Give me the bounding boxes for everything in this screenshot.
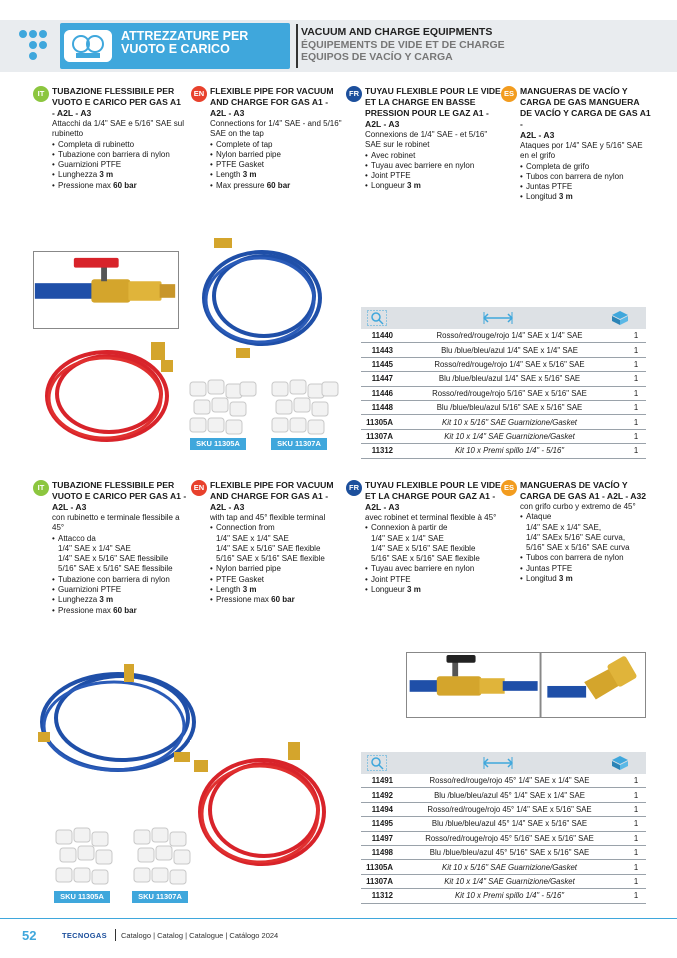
sku-code: 11448 xyxy=(371,403,393,413)
feature-length: • Lunghezza 3 m xyxy=(52,170,191,180)
lang-badge-it: IT xyxy=(33,86,49,102)
product-title: MANGUERAS DE VACÍO Y CARGA DE GAS A1 - A2L - A32 xyxy=(520,480,647,501)
feature-list-tail xyxy=(210,585,349,606)
sku-description: Rosso/red/rouge/rojo 45° 1/4" SAE x 1/4" SAE xyxy=(429,776,590,786)
s1-fr-block xyxy=(346,86,504,192)
feature-item: • Avec robinet xyxy=(365,151,504,161)
lang-badge-it: IT xyxy=(33,480,49,496)
feature-item: 5/16" SAE x 5/16" SAE flexible xyxy=(216,554,325,564)
table-row xyxy=(361,444,646,458)
brand-dots-icon xyxy=(18,28,48,64)
product-desc: Connexions de 1/4" SAE - et 5/16" SAE sur le robinet xyxy=(365,130,488,150)
sku-qty: 1 xyxy=(633,388,639,398)
sku-qty: 1 xyxy=(633,790,639,800)
table-row xyxy=(361,860,646,874)
table-body xyxy=(361,329,646,459)
table-row xyxy=(361,372,646,386)
gasket-kit-photo xyxy=(188,378,258,436)
sku-code: 11494 xyxy=(371,804,393,814)
table-row xyxy=(361,329,646,343)
gasket-kit-photo xyxy=(270,378,340,436)
sku-qty: 1 xyxy=(633,345,639,355)
sku-code: 11498 xyxy=(371,848,393,858)
sku-description: Blu /blue/bleu/azul 1/4" SAE x 1/4" SAE xyxy=(441,345,578,355)
product-subtitle: A2L - A3 xyxy=(52,502,87,512)
catalog-label: Catalogo | Catalog | Catalogue | Catálogo 2024 xyxy=(121,931,279,940)
lang-badge-es: ES xyxy=(501,86,517,102)
table-row xyxy=(361,803,646,817)
table-row xyxy=(361,832,646,846)
sku-description: Rosso/red/rouge/rojo 45° 1/4" SAE x 5/16" SAE xyxy=(427,804,592,814)
feature-item: 1/4" SAE x 1/4" SAE xyxy=(371,533,444,543)
sku-code: 11307A xyxy=(366,876,393,886)
product-desc: avec robinet et terminal flexible à 45° xyxy=(365,513,497,522)
table-row xyxy=(361,358,646,372)
product-subtitle: A2L - A3 xyxy=(365,502,400,512)
product-title: TUBAZIONE FLESSIBILE PER VUOTO E CARICO PER GAS A1 - xyxy=(52,480,187,501)
feature-list xyxy=(210,140,349,191)
gasket-kit-photo xyxy=(54,826,114,888)
product-title: TUBAZIONE FLESSIBILE PER VUOTO E CARICO PER GAS A1 xyxy=(52,86,181,107)
feature-item: • Ataque xyxy=(520,512,651,522)
feature-list xyxy=(210,523,349,585)
title-en: VACUUM AND CHARGE EQUIPMENTS xyxy=(301,26,493,38)
table-row xyxy=(361,875,646,889)
product-title: TUYAU FLEXIBLE POUR LE VIDE ET LA CHARGE EN BASSE PRESSION POUR LE GAZ A1 - xyxy=(365,86,501,118)
sku-code: 11305A xyxy=(366,417,393,427)
feature-list xyxy=(520,512,651,574)
sku-description: Kit 10 x Premi spillo 1/4" - 5/16" xyxy=(454,891,565,901)
header-titles xyxy=(301,26,505,64)
gauge-manifold-icon xyxy=(64,30,112,62)
tap-valve-photo xyxy=(33,251,179,329)
feature-item: • Guarnizioni PTFE xyxy=(52,585,191,595)
sku-qty: 1 xyxy=(633,804,639,814)
table-row xyxy=(361,343,646,357)
footer-divider xyxy=(115,929,116,941)
package-qty-icon xyxy=(611,755,629,771)
feature-length: • Longueur 3 m xyxy=(365,181,504,191)
sku-qty: 1 xyxy=(633,431,639,441)
sku-qty: 1 xyxy=(633,776,639,786)
blue-hose-photo xyxy=(192,236,332,360)
product-title: TUYAU FLEXIBLE POUR LE VIDE ET LA CHARGE POUR GAZ A1 - xyxy=(365,480,501,501)
dimension-icon xyxy=(483,756,513,770)
sku-code: 11445 xyxy=(371,359,393,369)
sku-description: Kit 10 x 1/4" SAE Guarnizione/Gasket xyxy=(444,431,575,441)
feature-item: • Connection from xyxy=(210,523,349,533)
product-desc: Attacchi da 1/4" SAE e 5/16" SAE sul rubinetto xyxy=(52,119,184,139)
feature-item: 5/16" SAE x 5/16" SAE flessibile xyxy=(58,564,173,574)
feature-item: • PTFE Gasket xyxy=(210,160,349,170)
table-row xyxy=(361,430,646,444)
feature-pressure: • Pressione max 60 bar xyxy=(52,606,191,616)
sku-qty: 1 xyxy=(633,446,639,456)
table-row xyxy=(361,415,646,429)
sku-qty: 1 xyxy=(633,403,639,413)
sku-label: SKU 11305A xyxy=(54,891,110,903)
feature-list xyxy=(365,523,504,585)
feature-item: • Joint PTFE xyxy=(365,575,504,585)
feature-item: 1/4" SAEx 5/16" SAE curva, xyxy=(526,532,626,542)
sku-label: SKU 11307A xyxy=(271,438,327,450)
s2-fr-block xyxy=(346,480,504,595)
feature-list-tail xyxy=(520,574,651,584)
feature-item: • Nylon barried pipe xyxy=(210,150,349,160)
sku-qty: 1 xyxy=(633,374,639,384)
sku-code: 11312 xyxy=(371,891,393,901)
feature-item: • Tubos con barrera de nylon xyxy=(520,172,651,182)
feature-pressure: • Pressione max 60 bar xyxy=(52,181,191,191)
feature-length: • Lunghezza 3 m xyxy=(52,595,191,605)
blue-45deg-hose-photo xyxy=(34,660,204,780)
product-subtitle: A2L - A3 xyxy=(365,119,400,129)
category-title-line2: VUOTO E CARICO xyxy=(121,42,230,56)
table-row xyxy=(361,817,646,831)
table-row xyxy=(361,889,646,903)
category-title xyxy=(121,30,248,56)
feature-list xyxy=(52,140,191,191)
product-desc: with tap and 45° flexible terminal xyxy=(210,513,326,522)
feature-length: • Length 3 m xyxy=(210,170,349,180)
sku-qty: 1 xyxy=(633,848,639,858)
feature-pressure: • Pressione max 60 bar xyxy=(210,595,349,605)
header-divider xyxy=(296,24,298,68)
sku-code: 11447 xyxy=(371,374,393,384)
sku-label: SKU 11305A xyxy=(190,438,246,450)
feature-list xyxy=(365,151,504,192)
feature-item: 1/4" SAE x 1/4" SAE, xyxy=(526,522,602,532)
feature-item: • Tuyau avec barriere en nylon xyxy=(365,564,504,574)
lang-badge-fr: FR xyxy=(346,86,362,102)
table-header xyxy=(361,307,646,329)
feature-item: • Juntas PTFE xyxy=(520,564,651,574)
sku-code: 11307A xyxy=(366,431,393,441)
sku-code: 11491 xyxy=(371,776,393,786)
product-subtitle: - A2L - A3 xyxy=(52,108,92,118)
feature-item: • PTFE Gasket xyxy=(210,575,349,585)
feature-item: • Completa de grifo xyxy=(520,162,651,172)
sku-description: Blu /blue/bleu/azul 1/4" SAE x 5/16" SAE xyxy=(438,374,581,384)
lang-badge-en: EN xyxy=(191,86,207,102)
product-subtitle: A2L - A3 xyxy=(210,502,245,512)
feature-item: 5/16" SAE x 5/16" SAE flexible xyxy=(371,554,480,564)
s2-en-block xyxy=(191,480,349,606)
table-row xyxy=(361,387,646,401)
table-row xyxy=(361,401,646,415)
dimension-icon xyxy=(483,311,513,325)
product-desc: con grifo curbo y extremo de 45° xyxy=(520,502,636,511)
feature-list xyxy=(520,162,651,203)
feature-item: • Tubazione con barriera di nylon xyxy=(52,150,191,160)
sku-code: 11497 xyxy=(371,833,393,843)
product-title: FLEXIBLE PIPE FOR VACUUM AND CHARGE FOR GAS A1 - xyxy=(210,86,334,107)
sku-description: Blu /blue/bleu/azul 45° 5/16" SAE x 5/16" SAE xyxy=(429,848,590,858)
product-subtitle: A2L - A3 xyxy=(520,130,555,140)
sku-code: 11443 xyxy=(371,345,393,355)
feature-list-tail xyxy=(365,585,504,595)
feature-item: 1/4" SAE x 5/16" SAE flessibile xyxy=(58,554,169,564)
feature-length: • Length 3 m xyxy=(210,585,349,595)
sku-code: 11305A xyxy=(366,862,393,872)
feature-item: • Guarnizioni PTFE xyxy=(52,160,191,170)
feature-item: • Completa di rubinetto xyxy=(52,140,191,150)
table-row xyxy=(361,846,646,860)
feature-item: • Tubos con barrera de nylon xyxy=(520,553,651,563)
s2-sku-table xyxy=(361,752,646,904)
product-subtitle: A2L - A3 xyxy=(210,108,245,118)
s2-it-block xyxy=(33,480,191,616)
table-header xyxy=(361,752,646,774)
sku-code: 11492 xyxy=(371,790,393,800)
brand-name: TECNOGAS xyxy=(62,931,107,940)
sku-description: Rosso/red/rouge/rojo 5/16" SAE x 5/16" SAE xyxy=(432,388,587,398)
title-fr: ÉQUIPEMENTS DE VIDE ET DE CHARGE xyxy=(301,38,505,51)
code-search-icon xyxy=(367,310,387,326)
feature-item: • Tuyau avec barriere en nylon xyxy=(365,161,504,171)
sku-description: Blu /blue/bleu/azul 45° 1/4" SAE x 5/16" SAE xyxy=(431,819,588,829)
sku-description: Blu /blue/bleu/azul 5/16" SAE x 5/16" SAE xyxy=(436,403,583,413)
feature-pressure: • Max pressure 60 bar xyxy=(210,181,349,191)
sku-code: 11312 xyxy=(371,446,393,456)
sku-qty: 1 xyxy=(633,359,639,369)
lang-badge-es: ES xyxy=(501,480,517,496)
tap-45deg-photo xyxy=(406,652,646,718)
title-es: EQUIPOS DE VACÍO Y CARGA xyxy=(301,51,453,63)
feature-length: • Longitud 3 m xyxy=(520,574,651,584)
sku-code: 11440 xyxy=(371,331,393,341)
feature-item: • Tubazione con barriera di nylon xyxy=(52,575,191,585)
sku-code: 11446 xyxy=(371,388,393,398)
sku-qty: 1 xyxy=(633,833,639,843)
package-qty-icon xyxy=(611,310,629,326)
s1-en-block xyxy=(191,86,349,191)
lang-badge-fr: FR xyxy=(346,480,362,496)
sku-qty: 1 xyxy=(633,819,639,829)
feature-item: 1/4" SAE x 1/4" SAE xyxy=(58,543,131,553)
footer-rule xyxy=(0,918,677,919)
sku-description: Kit 10 x Premi spillo 1/4" - 5/16" xyxy=(454,446,565,456)
feature-item: • Joint PTFE xyxy=(365,171,504,181)
feature-item: 1/4" SAE x 1/4" SAE xyxy=(216,533,289,543)
s1-it-block xyxy=(33,86,191,191)
feature-list-tail xyxy=(52,595,191,616)
category-title-line1: ATTREZZATURE PER xyxy=(121,29,249,43)
sku-description: Blu /blue/bleu/azul 45° 1/4" SAE x 1/4" SAE xyxy=(434,790,585,800)
feature-item: 5/16" SAE x 5/16" SAE curva xyxy=(526,543,630,553)
red-hose-photo xyxy=(33,340,181,452)
sku-description: Rosso/red/rouge/rojo 1/4" SAE x 5/16" SAE xyxy=(434,359,585,369)
product-title: FLEXIBLE PIPE FOR VACUUM AND CHARGE FOR GAS A1 - xyxy=(210,480,334,501)
feature-length: • Longitud 3 m xyxy=(520,192,651,202)
sku-qty: 1 xyxy=(633,891,639,901)
feature-item: 1/4" SAE x 5/16" SAE flexible xyxy=(371,543,476,553)
product-desc: con rubinetto e terminale flessibile a 45° xyxy=(52,513,180,533)
red-45deg-hose-photo xyxy=(190,740,330,874)
product-desc: Connections for 1/4" SAE - and 5/16" SAE on the tap xyxy=(210,119,342,139)
sku-description: Kit 10 x 5/16" SAE Guarnizione/Gasket xyxy=(442,417,577,427)
feature-item: 1/4" SAE x 5/16" SAE flexible xyxy=(216,543,321,553)
feature-list xyxy=(52,534,191,596)
sku-description: Kit 10 x 5/16" SAE Guarnizione/Gasket xyxy=(442,862,577,872)
gasket-kit-photo xyxy=(132,826,192,888)
table-row xyxy=(361,788,646,802)
page-number: 52 xyxy=(22,928,37,943)
feature-item: • Connexion à partir de xyxy=(365,523,504,533)
sku-description: Rosso/red/rouge/rojo 1/4" SAE x 1/4" SAE xyxy=(436,331,583,341)
product-title: MANGUERAS DE VACÍO Y CARGA DE GAS MANGUERA DE VACÍO Y CARGA DE GAS A1 - xyxy=(520,86,651,129)
s2-es-block xyxy=(501,480,651,584)
s1-es-block xyxy=(501,86,651,203)
sku-description: Rosso/red/rouge/rojo 45° 5/16" SAE x 5/16" SAE xyxy=(425,833,594,843)
feature-length: • Longueur 3 m xyxy=(365,585,504,595)
lang-badge-en: EN xyxy=(191,480,207,496)
feature-item: • Juntas PTFE xyxy=(520,182,651,192)
sku-label: SKU 11307A xyxy=(132,891,188,903)
table-body xyxy=(361,774,646,904)
sku-code: 11495 xyxy=(371,819,393,829)
feature-item: • Complete of tap xyxy=(210,140,349,150)
table-row xyxy=(361,774,646,788)
sku-qty: 1 xyxy=(633,876,639,886)
sku-qty: 1 xyxy=(633,862,639,872)
s1-sku-table xyxy=(361,307,646,459)
sku-qty: 1 xyxy=(633,417,639,427)
code-search-icon xyxy=(367,755,387,771)
sku-qty: 1 xyxy=(633,331,639,341)
sku-description: Kit 10 x 1/4" SAE Guarnizione/Gasket xyxy=(444,876,575,886)
product-desc: Ataques por 1/4" SAE y 5/16" SAE en el grifo xyxy=(520,141,643,161)
feature-item: • Nylon barried pipe xyxy=(210,564,349,574)
feature-item: • Attacco da xyxy=(52,534,191,544)
